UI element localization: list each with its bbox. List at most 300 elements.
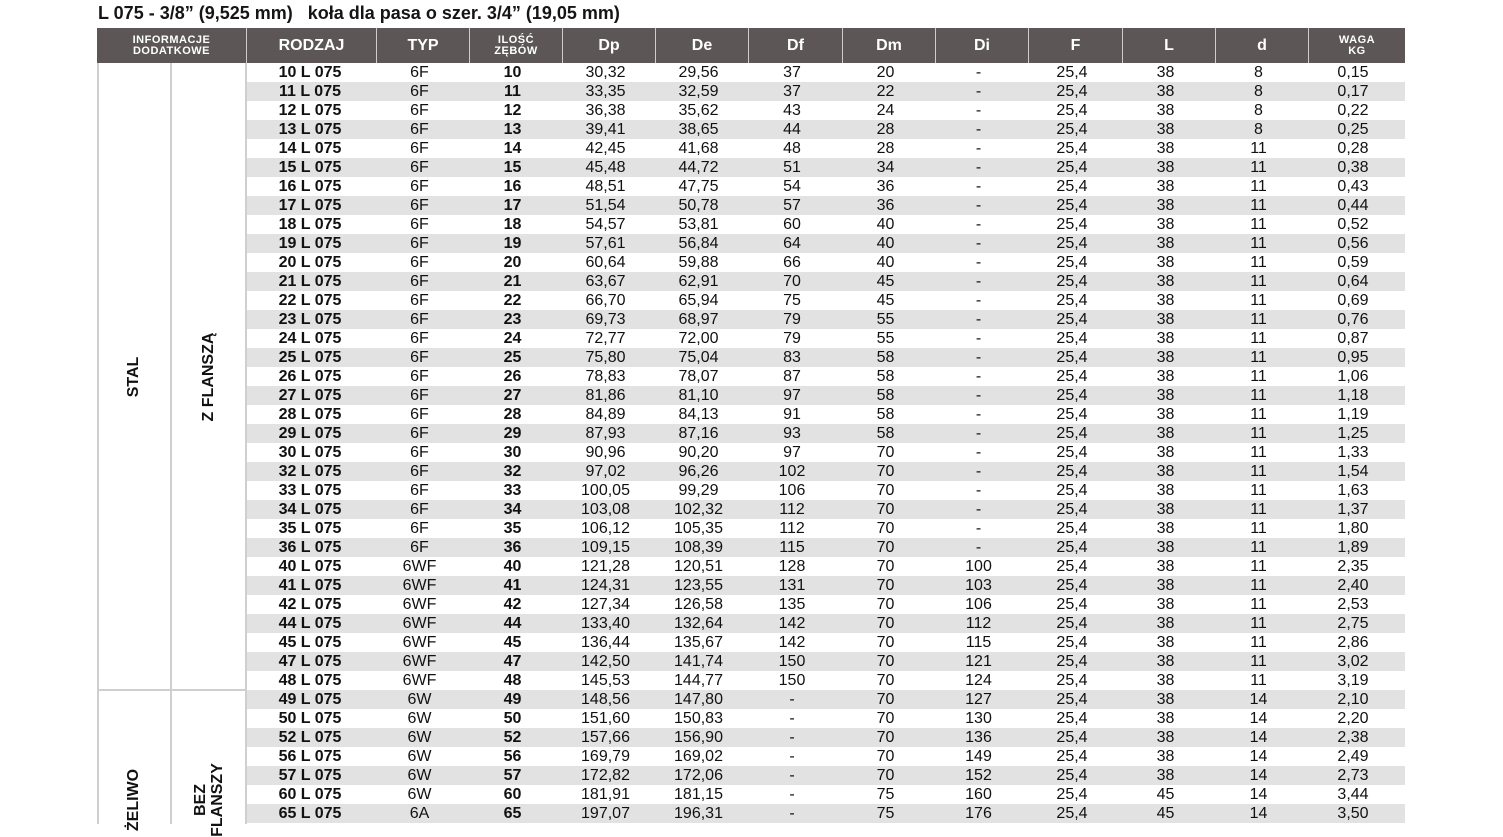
cell-df: - [789, 805, 795, 822]
cell-typ: 6F [410, 539, 429, 556]
cell-df: 37 [783, 64, 801, 81]
cell-f: 25,4 [1056, 83, 1088, 100]
cell-weight: 1,63 [1337, 482, 1369, 499]
cell-rodzaj: 17 L 075 [278, 197, 342, 214]
cell-di: - [975, 159, 982, 176]
cell-l: 38 [1156, 121, 1175, 138]
cell-d: 14 [1249, 767, 1268, 784]
cell-di: 100 [965, 558, 992, 575]
cell-di: - [975, 254, 982, 271]
cell-rodzaj: 45 L 075 [278, 634, 342, 651]
cell-f: 25,4 [1056, 672, 1088, 689]
cell-typ: 6F [410, 178, 429, 195]
cell-de: 56,84 [678, 235, 719, 252]
table-row [247, 538, 1405, 557]
cell-df: 66 [783, 254, 801, 271]
table-row [247, 747, 1405, 766]
cell-rodzaj: 14 L 075 [278, 140, 342, 157]
cell-f: 25,4 [1056, 501, 1088, 518]
cell-typ: 6F [410, 254, 429, 271]
cell-typ: 6F [410, 197, 429, 214]
cell-d: 11 [1250, 482, 1267, 499]
header-rodzaj: RODZAJ [247, 28, 377, 63]
cell-teeth: 34 [503, 501, 522, 518]
cell-di: - [975, 140, 982, 157]
header-dp: Dp [563, 28, 656, 63]
cell-weight: 2,20 [1337, 710, 1369, 727]
cell-l: 38 [1156, 596, 1175, 613]
cell-d: 11 [1250, 425, 1267, 442]
cell-l: 45 [1156, 786, 1175, 803]
cell-weight: 2,35 [1337, 558, 1369, 575]
cell-d: 11 [1250, 463, 1267, 480]
cell-d: 11 [1250, 140, 1267, 157]
cell-rodzaj: 22 L 075 [278, 292, 342, 309]
table-row [247, 424, 1405, 443]
cell-di: - [975, 520, 982, 537]
cell-dp: 169,79 [581, 748, 630, 765]
header-weight-line1: WAGA [1338, 33, 1376, 46]
cell-typ: 6F [410, 121, 429, 138]
cell-d: 8 [1254, 102, 1263, 119]
cell-dm: 70 [876, 577, 895, 594]
cell-teeth: 12 [503, 102, 522, 119]
group-material-steel: STAL [125, 356, 142, 398]
cell-f: 25,4 [1056, 387, 1088, 404]
table-row [247, 595, 1405, 614]
cell-rodzaj: 47 L 075 [278, 653, 342, 670]
table-row [247, 234, 1405, 253]
cell-weight: 3,19 [1337, 672, 1369, 689]
cell-rodzaj: 25 L 075 [278, 349, 342, 366]
cell-de: 84,13 [678, 406, 719, 423]
cell-d: 11 [1250, 596, 1267, 613]
table-row [247, 804, 1405, 823]
cell-typ: 6WF [402, 615, 437, 632]
cell-f: 25,4 [1056, 482, 1088, 499]
cell-weight: 1,19 [1337, 406, 1369, 423]
table-row [247, 63, 1405, 82]
cell-dp: 133,40 [581, 615, 630, 632]
cell-d: 14 [1249, 729, 1268, 746]
cell-dp: 142,50 [581, 653, 630, 670]
cell-di: - [975, 178, 982, 195]
cell-f: 25,4 [1056, 254, 1088, 271]
cell-de: 72,00 [678, 330, 719, 347]
cell-de: 59,88 [678, 254, 719, 271]
cell-dm: 40 [876, 235, 895, 252]
header-f: F [1029, 28, 1123, 63]
cell-d: 8 [1254, 121, 1263, 138]
cell-di: 152 [965, 767, 992, 784]
cell-de: 87,16 [678, 425, 719, 442]
cell-l: 38 [1156, 64, 1175, 81]
cell-dp: 124,31 [581, 577, 630, 594]
table-row [247, 443, 1405, 462]
cell-l: 38 [1156, 197, 1175, 214]
cell-typ: 6WF [402, 634, 437, 651]
cell-l: 38 [1156, 273, 1175, 290]
cell-typ: 6F [410, 64, 429, 81]
cell-teeth: 18 [503, 216, 522, 233]
cell-de: 99,29 [678, 482, 719, 499]
cell-teeth: 50 [503, 710, 522, 727]
cell-dm: 75 [876, 805, 895, 822]
cell-dm: 58 [876, 368, 895, 385]
cell-dm: 70 [876, 691, 895, 708]
cell-dp: 106,12 [581, 520, 630, 537]
table-row [247, 614, 1405, 633]
header-di: Di [936, 28, 1029, 63]
cell-dm: 70 [876, 710, 895, 727]
cell-weight: 0,59 [1337, 254, 1369, 271]
cell-dp: 72,77 [585, 330, 626, 347]
cell-de: 156,90 [674, 729, 723, 746]
group-variant-flange: Z FLANSZĄ [200, 332, 217, 422]
cell-dp: 172,82 [581, 767, 630, 784]
cell-f: 25,4 [1056, 539, 1088, 556]
cell-df: 112 [779, 520, 805, 537]
cell-di: - [975, 83, 982, 100]
cell-teeth: 44 [503, 615, 522, 632]
cell-weight: 2,40 [1337, 577, 1369, 594]
cell-l: 38 [1156, 577, 1175, 594]
cell-di: 124 [965, 672, 992, 689]
header-teeth-line1: ILOŚĆ [497, 33, 535, 46]
cell-typ: 6WF [402, 577, 437, 594]
cell-de: 65,94 [678, 292, 719, 309]
cell-de: 144,77 [674, 672, 723, 689]
cell-f: 25,4 [1056, 520, 1088, 537]
cell-df: 97 [783, 387, 801, 404]
cell-rodzaj: 48 L 075 [278, 672, 342, 689]
table-row [247, 728, 1405, 747]
cell-de: 169,02 [674, 748, 723, 765]
cell-l: 38 [1156, 748, 1175, 765]
cell-l: 38 [1156, 501, 1175, 518]
header-de: De [656, 28, 749, 63]
cell-de: 102,32 [674, 501, 723, 518]
cell-l: 38 [1156, 653, 1175, 670]
header-typ: TYP [377, 28, 470, 63]
cell-di: - [975, 216, 982, 233]
cell-d: 14 [1249, 691, 1268, 708]
header-info-line2: DODATKOWE [132, 44, 210, 57]
cell-typ: 6W [407, 710, 432, 727]
cell-l: 45 [1156, 805, 1175, 822]
cell-typ: 6F [410, 482, 429, 499]
cell-de: 50,78 [678, 197, 719, 214]
cell-f: 25,4 [1056, 729, 1088, 746]
cell-rodzaj: 41 L 075 [278, 577, 342, 594]
cell-typ: 6F [410, 102, 429, 119]
cell-dp: 103,08 [581, 501, 630, 518]
cell-di: - [975, 197, 982, 214]
cell-f: 25,4 [1056, 634, 1088, 651]
cell-di: - [975, 349, 982, 366]
cell-teeth: 26 [503, 368, 522, 385]
cell-df: 60 [783, 216, 801, 233]
cell-teeth: 17 [503, 197, 522, 214]
table-row [247, 462, 1405, 481]
cell-typ: 6F [410, 520, 429, 537]
cell-l: 38 [1156, 83, 1175, 100]
table-row [247, 766, 1405, 785]
cell-rodzaj: 44 L 075 [278, 615, 342, 632]
cell-teeth: 28 [503, 406, 522, 423]
table-row [247, 120, 1405, 139]
cell-f: 25,4 [1056, 311, 1088, 328]
cell-typ: 6W [407, 691, 432, 708]
cell-weight: 0,17 [1337, 83, 1369, 100]
cell-l: 38 [1156, 729, 1175, 746]
cell-d: 14 [1249, 805, 1268, 822]
cell-d: 11 [1250, 577, 1267, 594]
cell-f: 25,4 [1056, 368, 1088, 385]
cell-teeth: 21 [503, 273, 522, 290]
cell-df: 37 [783, 83, 801, 100]
cell-di: - [975, 444, 982, 461]
cell-l: 38 [1156, 311, 1175, 328]
cell-dp: 84,89 [585, 406, 626, 423]
cell-teeth: 45 [503, 634, 522, 651]
cell-di: - [975, 368, 982, 385]
cell-typ: 6A [409, 805, 430, 822]
cell-l: 38 [1156, 615, 1175, 632]
table-row [247, 785, 1405, 804]
cell-de: 53,81 [678, 216, 719, 233]
cell-typ: 6F [410, 292, 429, 309]
cell-dp: 69,73 [585, 311, 626, 328]
cell-dm: 55 [876, 311, 895, 328]
table-header [97, 28, 1405, 63]
cell-rodzaj: 35 L 075 [278, 520, 342, 537]
cell-dp: 57,61 [585, 235, 626, 252]
cell-dp: 48,51 [585, 178, 626, 195]
cell-l: 38 [1156, 425, 1175, 442]
cell-df: 115 [779, 539, 805, 556]
table-row [247, 177, 1405, 196]
cell-rodzaj: 34 L 075 [278, 501, 342, 518]
cell-dm: 75 [876, 786, 895, 803]
cell-rodzaj: 36 L 075 [278, 539, 342, 556]
cell-dm: 70 [876, 729, 895, 746]
cell-dm: 45 [876, 292, 895, 309]
cell-df: 51 [783, 159, 801, 176]
cell-de: 120,51 [674, 558, 723, 575]
cell-weight: 0,76 [1337, 311, 1369, 328]
cell-dp: 100,05 [581, 482, 630, 499]
cell-rodzaj: 29 L 075 [278, 425, 342, 442]
table-row [247, 329, 1405, 348]
cell-df: - [789, 710, 795, 727]
cell-f: 25,4 [1056, 748, 1088, 765]
cell-de: 78,07 [678, 368, 719, 385]
cell-teeth: 20 [503, 254, 522, 271]
cell-weight: 0,64 [1337, 273, 1369, 290]
cell-di: - [975, 501, 982, 518]
cell-di: 136 [965, 729, 992, 746]
cell-rodzaj: 50 L 075 [278, 710, 342, 727]
cell-typ: 6F [410, 463, 429, 480]
header-info-line1: INFORMACJE [132, 33, 211, 46]
cell-weight: 2,75 [1337, 615, 1369, 632]
cell-l: 38 [1156, 140, 1175, 157]
cell-dp: 30,32 [585, 64, 626, 81]
cell-dm: 70 [876, 653, 895, 670]
cell-de: 135,67 [674, 634, 723, 651]
cell-teeth: 24 [503, 330, 522, 347]
cell-dp: 145,53 [581, 672, 630, 689]
cell-rodzaj: 42 L 075 [278, 596, 342, 613]
cell-dm: 70 [876, 444, 895, 461]
cell-weight: 3,02 [1337, 653, 1369, 670]
cell-typ: 6F [410, 387, 429, 404]
cell-d: 11 [1250, 197, 1267, 214]
cell-dm: 70 [876, 539, 895, 556]
cell-l: 38 [1156, 520, 1175, 537]
cell-dm: 22 [876, 83, 895, 100]
table-row [247, 576, 1405, 595]
cell-teeth: 48 [503, 672, 522, 689]
cell-d: 11 [1250, 558, 1267, 575]
cell-dm: 58 [876, 406, 895, 423]
cell-df: 79 [783, 330, 801, 347]
cell-f: 25,4 [1056, 653, 1088, 670]
cell-typ: 6F [410, 349, 429, 366]
cell-dp: 39,41 [585, 121, 626, 138]
cell-weight: 0,15 [1337, 64, 1369, 81]
cell-weight: 3,50 [1337, 805, 1369, 822]
cell-df: 43 [783, 102, 801, 119]
cell-dp: 136,44 [581, 634, 630, 651]
cell-teeth: 14 [503, 140, 522, 157]
cell-l: 38 [1156, 368, 1175, 385]
cell-teeth: 22 [503, 292, 522, 309]
cell-rodzaj: 27 L 075 [278, 387, 342, 404]
cell-f: 25,4 [1056, 292, 1088, 309]
group-variant-no-flange-line1: BEZ [192, 784, 209, 816]
cell-di: - [975, 273, 982, 290]
cell-l: 38 [1156, 216, 1175, 233]
cell-di: 160 [965, 786, 992, 803]
cell-df: - [789, 786, 795, 803]
cell-de: 75,04 [678, 349, 719, 366]
cell-dp: 60,64 [585, 254, 626, 271]
cell-weight: 1,80 [1337, 520, 1369, 537]
table-row [247, 405, 1405, 424]
cell-f: 25,4 [1056, 463, 1088, 480]
cell-rodzaj: 52 L 075 [278, 729, 342, 746]
cell-d: 14 [1249, 710, 1268, 727]
cell-dp: 151,60 [581, 710, 630, 727]
cell-dp: 45,48 [585, 159, 626, 176]
cell-f: 25,4 [1056, 159, 1088, 176]
cell-weight: 1,89 [1337, 539, 1369, 556]
cell-dm: 70 [876, 634, 895, 651]
table-row [247, 348, 1405, 367]
cell-weight: 1,54 [1337, 463, 1369, 480]
header-teeth [470, 28, 563, 63]
cell-rodzaj: 20 L 075 [278, 254, 342, 271]
cell-l: 38 [1156, 444, 1175, 461]
cell-weight: 0,69 [1337, 292, 1369, 309]
cell-rodzaj: 13 L 075 [278, 121, 342, 138]
cell-di: 130 [965, 710, 992, 727]
cell-l: 38 [1156, 387, 1175, 404]
cell-dm: 58 [876, 425, 895, 442]
cell-teeth: 13 [503, 121, 522, 138]
cell-typ: 6F [410, 368, 429, 385]
cell-dp: 78,83 [585, 368, 626, 385]
cell-f: 25,4 [1056, 558, 1088, 575]
cell-df: 54 [783, 178, 801, 195]
cell-dp: 75,80 [585, 349, 626, 366]
cell-f: 25,4 [1056, 349, 1088, 366]
cell-weight: 2,49 [1337, 748, 1369, 765]
cell-teeth: 56 [503, 748, 522, 765]
cell-dm: 40 [876, 216, 895, 233]
cell-df: 112 [779, 501, 805, 518]
cell-dm: 24 [876, 102, 895, 119]
cell-d: 11 [1250, 444, 1267, 461]
table-row [247, 196, 1405, 215]
cell-l: 38 [1156, 691, 1175, 708]
cell-d: 8 [1254, 83, 1263, 100]
cell-rodzaj: 33 L 075 [278, 482, 342, 499]
cell-dp: 157,66 [581, 729, 630, 746]
cell-weight: 0,28 [1337, 140, 1369, 157]
cell-typ: 6W [407, 786, 432, 803]
cell-de: 47,75 [678, 178, 719, 195]
cell-typ: 6WF [402, 558, 437, 575]
cell-l: 38 [1156, 330, 1175, 347]
cell-dp: 90,96 [585, 444, 626, 461]
cell-di: - [975, 292, 982, 309]
cell-weight: 1,33 [1337, 444, 1369, 461]
cell-teeth: 36 [503, 539, 522, 556]
cell-d: 11 [1250, 216, 1267, 233]
cell-rodzaj: 16 L 075 [278, 178, 342, 195]
header-dm: Dm [843, 28, 936, 63]
cell-f: 25,4 [1056, 178, 1088, 195]
cell-rodzaj: 11 L 075 [279, 83, 341, 100]
cell-de: 90,20 [678, 444, 719, 461]
cell-df: 75 [783, 292, 801, 309]
cell-dm: 36 [876, 197, 895, 214]
cell-weight: 3,44 [1337, 786, 1369, 803]
cell-weight: 1,25 [1337, 425, 1369, 442]
cell-df: 135 [778, 596, 806, 613]
cell-di: - [975, 406, 982, 423]
table-row [247, 101, 1405, 120]
header-l: L [1123, 28, 1216, 63]
cell-df: - [789, 691, 795, 708]
table-row [247, 158, 1405, 177]
cell-de: 172,06 [674, 767, 723, 784]
cell-de: 35,62 [678, 102, 719, 119]
cell-dm: 70 [876, 558, 895, 575]
header-weight [1309, 28, 1405, 63]
cell-df: 44 [783, 121, 801, 138]
cell-teeth: 15 [503, 159, 522, 176]
cell-di: - [975, 330, 982, 347]
table-body [247, 63, 1405, 823]
cell-typ: 6F [410, 330, 429, 347]
cell-typ: 6F [410, 501, 429, 518]
cell-dm: 70 [876, 501, 895, 518]
table-row [247, 481, 1405, 500]
